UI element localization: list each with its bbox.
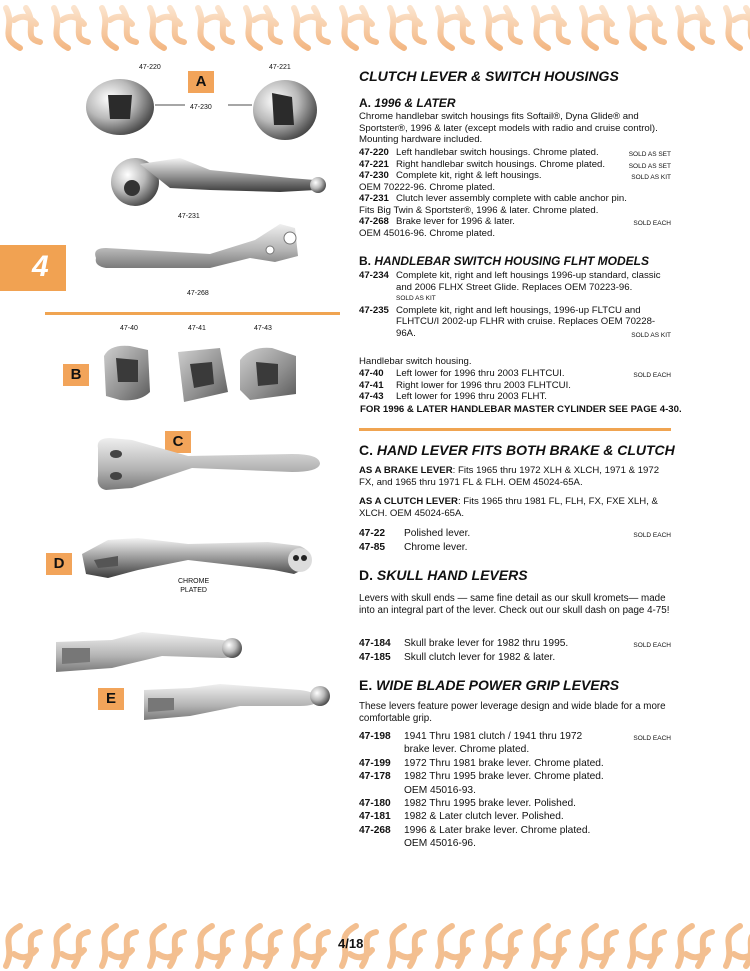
part-number: 47-231 xyxy=(359,193,389,204)
brake-lever-illustration xyxy=(90,218,305,288)
part-label-47-40: 47-40 xyxy=(120,325,138,332)
part-label-47-43: 47-43 xyxy=(254,325,272,332)
part-number: 47-184 xyxy=(359,638,391,649)
section-e-list xyxy=(359,730,671,851)
part-desc: Left lower for 1996 thru 2003 FLHTCUI. xyxy=(396,368,565,379)
part-number: 47-268 xyxy=(359,824,391,836)
subsection-a-letter: A. xyxy=(359,96,371,110)
flame-swirl xyxy=(198,926,232,966)
section-e-title: WIDE BLADE POWER GRIP LEVERS xyxy=(376,677,620,693)
power-grip-lever-2-illustration xyxy=(140,680,335,725)
part-desc-cont: brake lever. Chrome plated. xyxy=(404,744,530,756)
section-e-intro: These levers feature power leverage design and wide blade for a more comfortable grip. xyxy=(359,701,666,724)
sold-as: SOLD EACH xyxy=(633,220,671,227)
part-label-47-268-fig: 47-268 xyxy=(187,290,209,297)
part-number: 47-198 xyxy=(359,731,391,742)
brake-text: : Fits 1965 thru 1972 XLH & XLCH, 1971 & 1972 FX, and 1965 thru 1971 FL & FLH. OEM 45024-65A. xyxy=(359,465,660,488)
part-desc: 1972 Thru 1981 brake lever. Chrome plated. xyxy=(404,757,604,769)
part-desc: Polished lever. xyxy=(404,528,471,539)
part-desc: Skull brake lever for 1982 thru 1995. xyxy=(404,638,569,649)
part-label-47-220: 47-220 xyxy=(139,64,161,71)
figure-letter-b: B xyxy=(63,364,89,386)
part-number: 47-235 xyxy=(359,304,389,316)
part-number: 47-41 xyxy=(359,379,384,391)
flame-swirl xyxy=(486,926,520,966)
figure-letter-d: D xyxy=(46,553,72,575)
section-title-clutch-lever: CLUTCH LEVER & SWITCH HOUSINGS xyxy=(359,68,619,84)
part-desc: Right lower for 1996 thru 2003 FLHTCUI. xyxy=(396,379,571,391)
list-item xyxy=(359,757,671,770)
section-e-heading xyxy=(359,677,619,693)
list-item xyxy=(359,368,671,380)
part-label-47-231: 47-231 xyxy=(178,213,200,220)
clutch-text: : Fits 1965 thru 1981 FL, FLH, FX, FXE XLH, & XLCH. OEM 45024-65A. xyxy=(359,496,658,519)
sold-as: SOLD AS KIT xyxy=(631,331,671,339)
part-desc: 1982 & Later clutch lever. Polished. xyxy=(404,811,564,823)
flame-swirl xyxy=(534,926,568,966)
chrome-plated-label xyxy=(178,577,209,595)
part-label-47-221: 47-221 xyxy=(269,64,291,71)
flame-swirl xyxy=(102,926,136,966)
section-c-list xyxy=(359,527,671,555)
sold-as: SOLD AS KIT xyxy=(396,295,436,302)
sold-as: SOLD AS SET xyxy=(628,151,671,158)
brake-label: AS A BRAKE LEVER xyxy=(359,465,453,476)
part-desc: 1941 Thru 1981 clutch / 1941 thru 1972 xyxy=(404,731,583,742)
master-cylinder-note: FOR 1996 & LATER HANDLEBAR MASTER CYLINDER SEE PAGE 4-30. xyxy=(360,404,682,415)
brake-lever-fitment xyxy=(359,465,671,488)
part-number: 47-185 xyxy=(359,652,391,663)
lower-housings-illustration xyxy=(100,342,305,407)
list-item xyxy=(359,541,671,555)
list-item xyxy=(359,380,671,392)
part-number: 47-268 xyxy=(359,216,389,227)
section-d-title: SKULL HAND LEVERS xyxy=(376,567,528,583)
subsection-a-list xyxy=(359,147,671,239)
chrome-label-line1: CHROME xyxy=(178,578,210,585)
part-desc: Left lower for 1996 thru 2003 FLHT. xyxy=(396,391,547,402)
sold-as: SOLD EACH xyxy=(633,735,671,742)
figure-letter-c: C xyxy=(165,431,191,453)
part-number: 47-178 xyxy=(359,771,391,783)
part-desc: Complete kit, right and left housings, 1996-up FLTCU and FLHTCU/I 2002-up FLHR with cruise. Replaces OEM 70228-96A. xyxy=(396,304,656,339)
chapter-number: 4 xyxy=(32,250,49,283)
list-item xyxy=(359,391,671,403)
section-e-letter: E. xyxy=(359,677,373,693)
list-item xyxy=(359,770,671,783)
part-desc: Complete kit, right & left housings. xyxy=(396,170,542,181)
flame-swirl xyxy=(246,926,280,966)
subsection-a-title: 1996 & LATER xyxy=(374,96,456,110)
power-grip-lever-1-illustration xyxy=(52,628,247,680)
part-desc-cont: OEM 45016-96. Chrome plated. xyxy=(359,227,495,239)
part-desc: Skull clutch lever for 1982 & later. xyxy=(404,652,556,663)
list-item xyxy=(359,651,671,665)
flame-swirl xyxy=(54,926,88,966)
part-number: 47-22 xyxy=(359,528,386,539)
flame-swirl xyxy=(150,926,184,966)
chapter-tab xyxy=(0,245,66,291)
part-number: 47-85 xyxy=(359,542,386,553)
flame-swirl xyxy=(678,926,712,966)
part-label-47-41: 47-41 xyxy=(188,325,206,332)
subsection-b-title: HANDLEBAR SWITCH HOUSING FLHT MODELS xyxy=(374,254,649,268)
sold-as: SOLD EACH xyxy=(633,642,671,649)
list-item xyxy=(359,216,671,228)
part-number: 47-220 xyxy=(359,147,389,158)
flame-border-top xyxy=(0,0,750,58)
flame-swirl xyxy=(294,926,328,966)
part-number: 47-181 xyxy=(359,811,391,823)
clutch-lever-fitment xyxy=(359,496,671,519)
sold-as: SOLD EACH xyxy=(633,372,671,379)
hand-lever-illustration xyxy=(92,432,327,494)
part-number: 47-40 xyxy=(359,368,384,379)
part-desc: Left handlebar switch housings. Chrome plated. xyxy=(396,147,599,158)
list-item xyxy=(359,824,671,837)
section-c-letter: C. xyxy=(359,442,373,458)
subsection-b-subheading: Handlebar switch housing. xyxy=(359,356,472,367)
part-desc: Brake lever for 1996 & later. xyxy=(396,216,515,227)
section-c-title: HAND LEVER FITS BOTH BRAKE & CLUTCH xyxy=(376,442,675,458)
flame-swirl xyxy=(6,926,40,966)
flame-swirl xyxy=(438,926,472,966)
subsection-a-heading xyxy=(359,96,455,110)
subsection-b-letter: B. xyxy=(359,254,371,268)
list-item xyxy=(359,193,671,205)
flame-swirl xyxy=(582,926,616,966)
part-number: 47-230 xyxy=(359,170,389,181)
part-desc: 1982 Thru 1995 brake lever. Polished. xyxy=(404,798,576,810)
figure-letter-a: A xyxy=(188,71,214,93)
list-item xyxy=(359,637,671,651)
part-number: 47-221 xyxy=(359,158,389,170)
subsection-a-intro: Chrome handlebar switch housings fits Softail®, Dyna Glide® and Sportster®, 1996 & later (except models with radio and cruise control). Mounting hardware included. xyxy=(359,111,658,145)
flame-border-bottom xyxy=(0,912,750,971)
section-d-letter: D. xyxy=(359,567,373,583)
part-desc: 1982 Thru 1995 brake lever. Chrome plated. xyxy=(404,771,604,783)
part-desc: Complete kit, right and left housings 1996-up standard, classic and 2006 FLHX Street Glide. Replaces OEM 70223-96. xyxy=(396,270,661,293)
section-d-intro: Levers with skull ends — same fine detail as our skull kromets— made into an integral part of the lever. Check out our skull dash on page 4-75! xyxy=(359,593,670,616)
part-desc: Chrome lever. xyxy=(404,542,468,553)
part-number: 47-234 xyxy=(359,270,389,281)
section-divider xyxy=(359,428,671,431)
sold-as: SOLD AS KIT xyxy=(631,174,671,181)
part-desc: 1996 & Later brake lever. Chrome plated. xyxy=(404,824,591,836)
list-item xyxy=(359,527,671,541)
list-item xyxy=(359,270,671,293)
part-label-47-230: 47-230 xyxy=(190,104,212,111)
list-item xyxy=(359,147,671,159)
subsection-b-heading xyxy=(359,254,649,268)
list-item xyxy=(359,730,671,743)
section-c-heading xyxy=(359,442,675,458)
flame-swirl xyxy=(390,926,424,966)
flame-swirl xyxy=(726,926,750,966)
figure-letter-e: E xyxy=(98,688,124,710)
subsection-b-list xyxy=(359,270,671,339)
list-item xyxy=(359,797,671,810)
subsection-b-list-2 xyxy=(359,368,671,403)
part-desc: Right handlebar switch housings. Chrome plated. xyxy=(396,158,606,170)
left-divider xyxy=(45,312,340,315)
part-desc-cont: OEM 45016-96. xyxy=(404,838,476,850)
part-desc-cont: OEM 45016-93. xyxy=(404,784,476,796)
part-desc-cont: OEM 70222-96. Chrome plated. xyxy=(359,181,495,193)
sold-as: SOLD AS SET xyxy=(628,162,671,170)
list-item xyxy=(359,810,671,823)
sold-as: SOLD EACH xyxy=(633,532,671,539)
chrome-label-line2: PLATED xyxy=(180,587,207,594)
part-number: 47-199 xyxy=(359,757,391,769)
list-item xyxy=(359,170,671,182)
part-desc-cont: Fits Big Twin & Sportster®, 1996 & later. Chrome plated. xyxy=(359,204,599,216)
part-desc: Clutch lever assembly complete with cable anchor pin. xyxy=(396,193,627,204)
flame-swirl xyxy=(630,926,664,966)
part-number: 47-43 xyxy=(359,391,384,402)
switch-housings-illustration xyxy=(80,75,320,150)
section-d-list xyxy=(359,637,671,665)
clutch-lever-assembly-illustration xyxy=(80,150,330,215)
part-number: 47-180 xyxy=(359,798,391,810)
page-number: 4/18 xyxy=(338,936,364,951)
list-item xyxy=(359,159,671,171)
section-d-heading xyxy=(359,567,528,583)
list-item xyxy=(359,305,671,340)
clutch-label: AS A CLUTCH LEVER xyxy=(359,496,458,507)
